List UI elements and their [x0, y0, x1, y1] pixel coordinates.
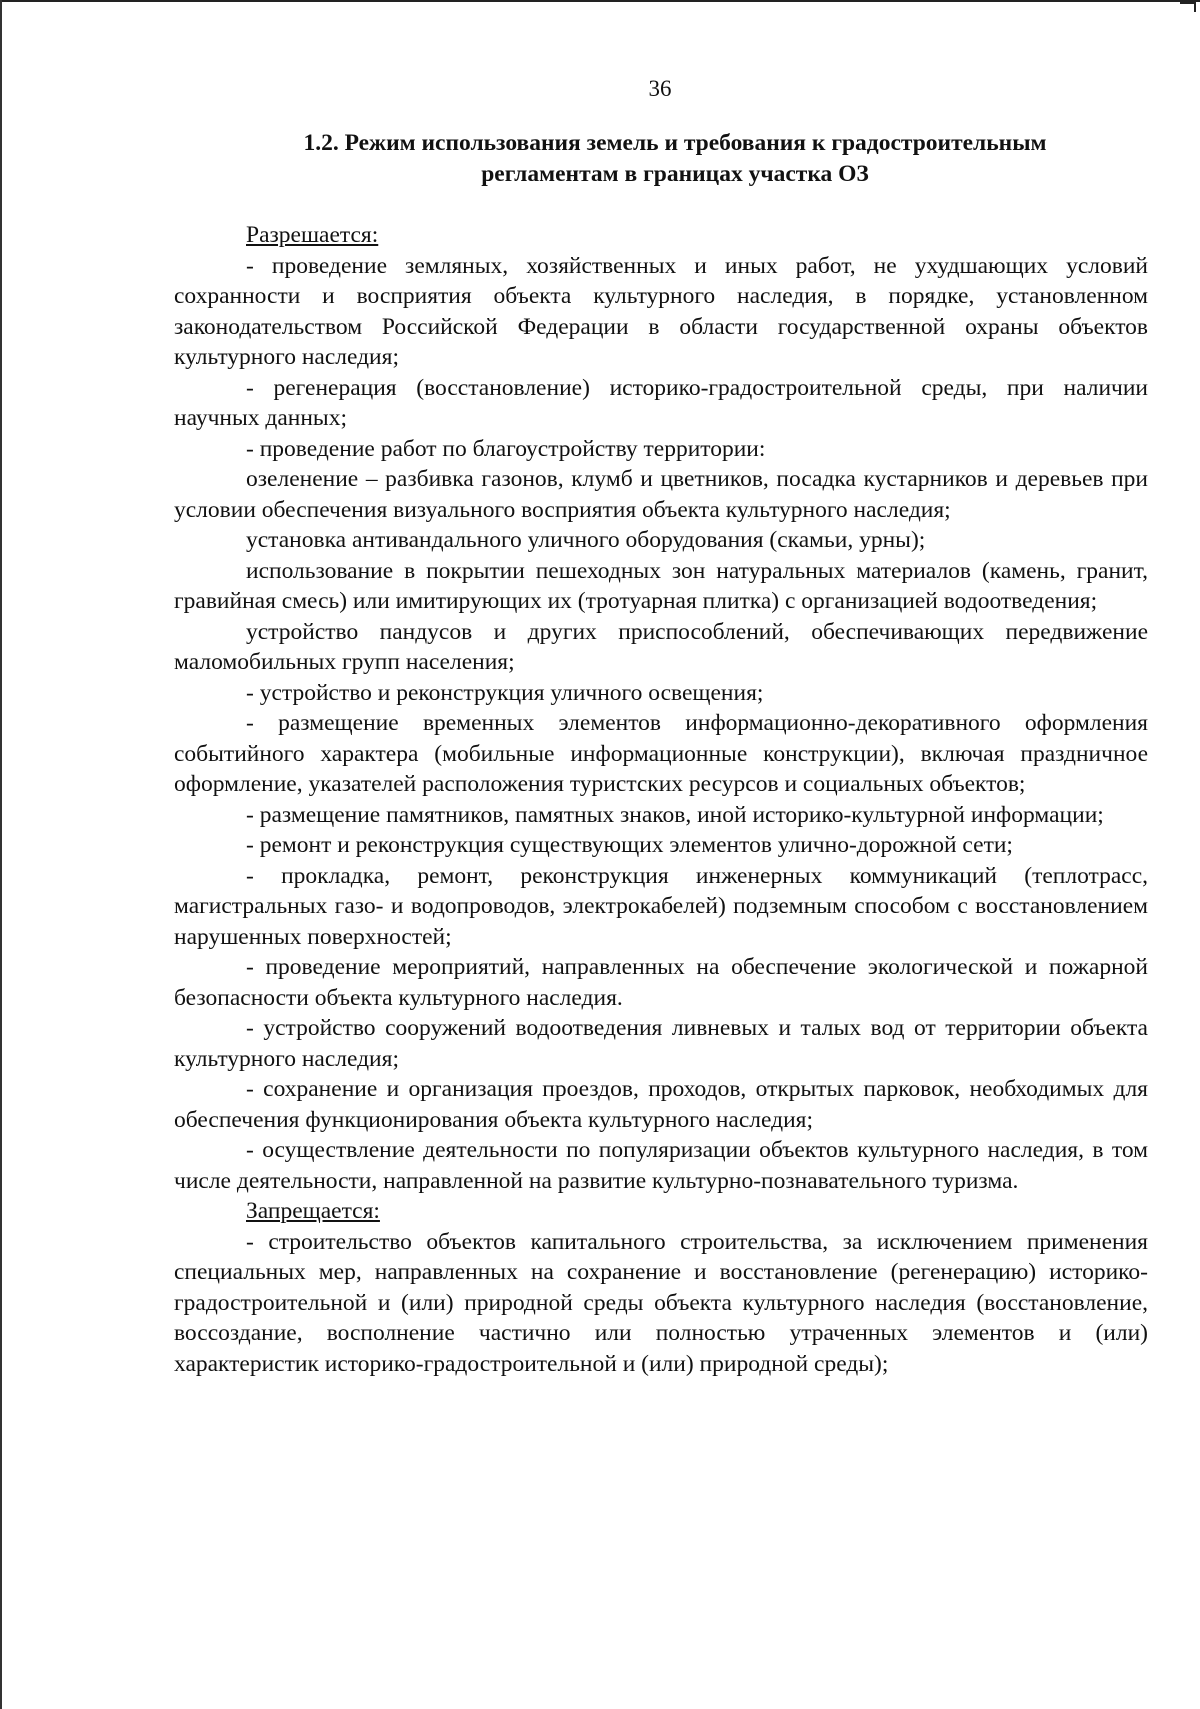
scan-border-left [0, 0, 2, 1709]
section-heading-line-2: регламентам в границах участка ОЗ [481, 161, 869, 187]
section-heading [175, 128, 1175, 190]
allowed-subheading: Разрешается: [246, 222, 379, 248]
allowed-item: - сохранение и организация проездов, проходов, открытых парковок, необходимых для обеспечения функционирования объекта культурного наследия; [174, 1076, 1148, 1133]
allowed-item: - проведение мероприятий, направленных на обеспечение экологической и пожарной безопасности объекта культурного наследия. [174, 954, 1148, 1011]
scan-corner-mark [1180, 2, 1196, 12]
allowed-item: - ремонт и реконструкция существующих элементов улично-дорожной сети; [246, 832, 1013, 858]
allowed-item: - устройство и реконструкция уличного освещения; [246, 679, 764, 706]
allowed-item: - осуществление деятельности по популяризации объектов культурного наследия, в том числе деятельности, направленной на развитие культурно-познавательного туризма. [174, 1137, 1148, 1194]
allowed-item: - проведение земляных, хозяйственных и иных работ, не ухудшающих условий сохранности и восприятия объекта культурного наследия, в порядке, установленном законодательством Российской Федерации в области государственной охраны объектов культурного наследия; [174, 252, 1148, 370]
scan-border-top [0, 0, 1200, 2]
document-body [174, 220, 1148, 1379]
allowed-item: озеленение – разбивка газонов, клумб и цветников, посадка кустарников и деревьев при условии обеспечения визуального восприятия объекта культурного наследия; [174, 466, 1148, 523]
allowed-item: установка антивандального уличного оборудования (скамьи, урны); [246, 527, 926, 553]
prohibited-subheading: Запрещается: [246, 1198, 380, 1224]
allowed-item: использование в покрытии пешеходных зон натуральных материалов (камень, гранит, гравийная смесь) или имитирующих их (тротуарная плитка) с организацией водоотведения; [174, 557, 1148, 614]
allowed-item: - проведение работ по благоустройству территории: [246, 435, 766, 462]
allowed-item: - прокладка, ремонт, реконструкция инженерных коммуникаций (теплотрасс, магистральных газо- и водопроводов, электрокабелей) подземным способом с восстановлением нарушенных поверхностей; [174, 862, 1148, 950]
page-number: 36 [648, 76, 672, 101]
allowed-item: - размещение временных элементов информационно-декоративного оформления событийного характера (мобильные информационные конструкции), включая праздничное оформление, указателей расположения туристских ресурсов и социальных объектов; [174, 710, 1148, 797]
section-heading-line-1: 1.2. Режим использования земель и требования к градостроительным [303, 130, 1047, 156]
prohibited-item: - строительство объектов капитального строительства, за исключением применения специальных мер, направленных на сохранение и восстановление (регенерацию) историко-градостроительной и (или) природной среды объекта культурного наследия (восстановление, воссоздание, восполнение частично или полностью утраченных элементов и (или) характеристик историко-градостроительной и (или) природной среды); [174, 1228, 1148, 1377]
allowed-item: - регенерация (восстановление) историко-градостроительной среды, при наличии научных данных; [174, 374, 1148, 431]
allowed-item: - устройство сооружений водоотведения ливневых и талых вод от территории объекта культурного наследия; [174, 1015, 1148, 1072]
allowed-item: - размещение памятников, памятных знаков, иной историко-культурной информации; [246, 801, 1104, 828]
allowed-item: устройство пандусов и других приспособлений, обеспечивающих передвижение маломобильных групп населения; [174, 618, 1148, 675]
